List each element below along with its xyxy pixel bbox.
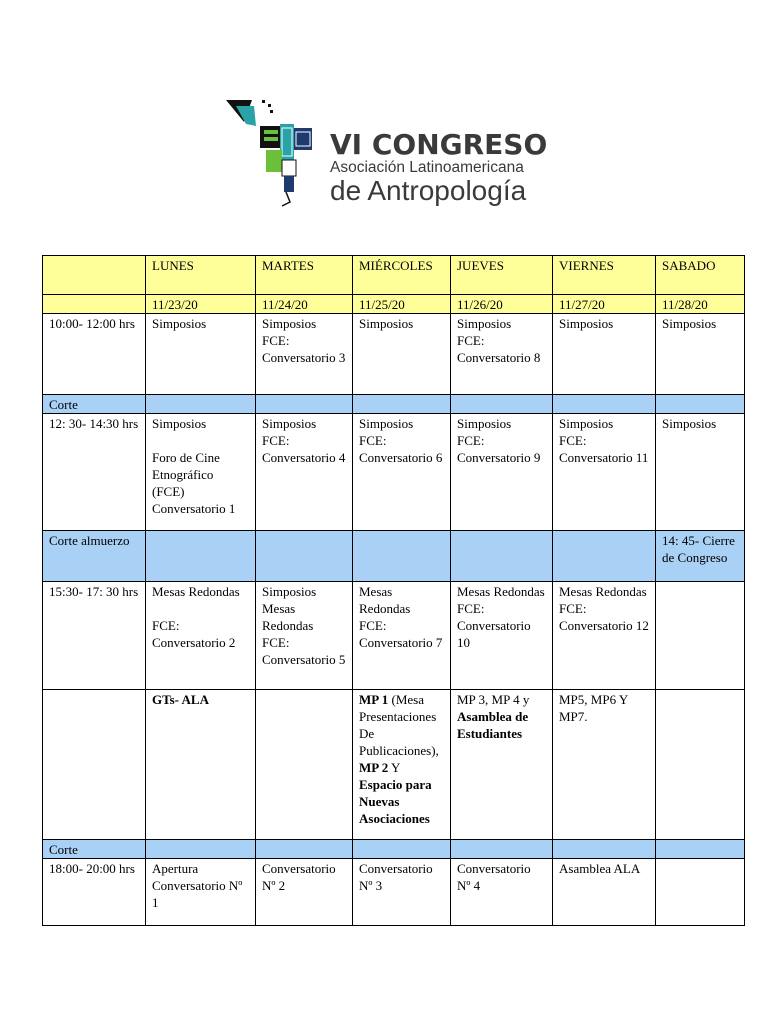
time-cell: 10:00- 12:00 hrs [43, 314, 146, 395]
session-cell: Simposios FCE: Conversatorio 3 [256, 314, 353, 395]
session-cell: Simposios [353, 314, 451, 395]
logo-subtitle: Asociación Latinoamericana [330, 159, 524, 176]
session-cell: GTs- ALA [146, 690, 256, 840]
mp1-label: MP 1 [359, 692, 389, 707]
break-row [43, 395, 745, 414]
session-cell: Simposios FCE: Conversatorio 6 [353, 414, 451, 531]
date-cell: 11/27/20 [553, 295, 656, 314]
header-day-sabado: SABADO [656, 256, 745, 295]
table-row [43, 859, 745, 926]
table-row [43, 582, 745, 690]
break-label: Corte almuerzo [43, 531, 146, 582]
session-cell: Mesas Redondas FCE: Conversatorio 7 [353, 582, 451, 690]
time-cell [43, 690, 146, 840]
break-cell [353, 840, 451, 859]
session-cell: Simposios FCE: Conversatorio 4 [256, 414, 353, 531]
break-cell [353, 531, 451, 582]
break-cell [256, 840, 353, 859]
header-cell [43, 256, 146, 295]
header-day-jueves: JUEVES [451, 256, 553, 295]
break-cell [656, 840, 745, 859]
date-cell: 11/25/20 [353, 295, 451, 314]
break-cell [353, 395, 451, 414]
mp1-desc: (Mesa Presentaciones De Publicaciones), [359, 692, 439, 758]
session-cell: Simposios [656, 314, 745, 395]
logo-title: VI CONGRESO [330, 128, 548, 161]
session-cell [656, 859, 745, 926]
session-cell: Simposios Mesas Redondas FCE: Conversatorio 5 [256, 582, 353, 690]
table-row [43, 690, 745, 840]
session-cell: Conversatorio Nº 4 [451, 859, 553, 926]
time-cell: 15:30- 17: 30 hrs [43, 582, 146, 690]
session-cell: Simposios [146, 314, 256, 395]
mp-assoc: Espacio para Nuevas Asociaciones [359, 777, 432, 826]
session-cell: Mesas Redondas FCE: Conversatorio 10 [451, 582, 553, 690]
break-cell [146, 531, 256, 582]
break-cell [553, 531, 656, 582]
session-cell: Simposios FCE: Conversatorio 11 [553, 414, 656, 531]
break-cell [451, 395, 553, 414]
session-cell [256, 690, 353, 840]
latin-america-map-icon [226, 98, 322, 208]
date-cell: 11/24/20 [256, 295, 353, 314]
session-cell: Conversatorio Nº 2 [256, 859, 353, 926]
break-cell [451, 531, 553, 582]
break-row [43, 840, 745, 859]
session-cell: Mesas Redondas FCE: Conversatorio 2 [146, 582, 256, 690]
student-assembly: Asamblea de Estudiantes [457, 709, 529, 741]
session-cell: Simposios FCE: Conversatorio 8 [451, 314, 553, 395]
break-cell [656, 395, 745, 414]
mp34-label: MP 3, MP 4 y [457, 692, 530, 707]
date-cell: 11/23/20 [146, 295, 256, 314]
break-cell [256, 395, 353, 414]
header-day-miercoles: MIÉRCOLES [353, 256, 451, 295]
header-row [43, 256, 745, 295]
break-cell [553, 840, 656, 859]
break-cell [553, 395, 656, 414]
break-row [43, 531, 745, 582]
session-cell [656, 582, 745, 690]
session-cell [451, 690, 553, 840]
session-cell: Simposios Foro de Cine Etnográfico (FCE) Conversatorio 1 [146, 414, 256, 531]
break-label: Corte [43, 395, 146, 414]
mp2-label: MP 2 [359, 760, 389, 775]
break-cell [146, 395, 256, 414]
dates-row [43, 295, 745, 314]
session-cell: Mesas Redondas FCE: Conversatorio 12 [553, 582, 656, 690]
table-row [43, 414, 745, 531]
session-cell: MP5, MP6 Y MP7. [553, 690, 656, 840]
session-cell [353, 690, 451, 840]
session-cell: Asamblea ALA [553, 859, 656, 926]
date-cell [43, 295, 146, 314]
session-cell: Conversatorio Nº 3 [353, 859, 451, 926]
session-cell: Simposios FCE: Conversatorio 9 [451, 414, 553, 531]
break-label: Corte [43, 840, 146, 859]
date-cell: 11/26/20 [451, 295, 553, 314]
session-cell: Apertura Conversatorio Nº 1 [146, 859, 256, 926]
header-day-martes: MARTES [256, 256, 353, 295]
session-cell [656, 690, 745, 840]
schedule-table [42, 255, 745, 926]
closing-cell: 14: 45- Cierre de Congreso [656, 531, 745, 582]
session-cell: Simposios [553, 314, 656, 395]
congress-logo [222, 80, 562, 215]
header-day-viernes: VIERNES [553, 256, 656, 295]
date-cell: 11/28/20 [656, 295, 745, 314]
break-cell [146, 840, 256, 859]
mp-connector: Y [388, 760, 400, 775]
break-cell [256, 531, 353, 582]
table-row [43, 314, 745, 395]
logo-text [330, 130, 560, 206]
break-cell [451, 840, 553, 859]
time-cell: 12: 30- 14:30 hrs [43, 414, 146, 531]
time-cell: 18:00- 20:00 hrs [43, 859, 146, 926]
header-day-lunes: LUNES [146, 256, 256, 295]
logo-tagline: de Antropología [330, 175, 527, 206]
session-cell: Simposios [656, 414, 745, 531]
